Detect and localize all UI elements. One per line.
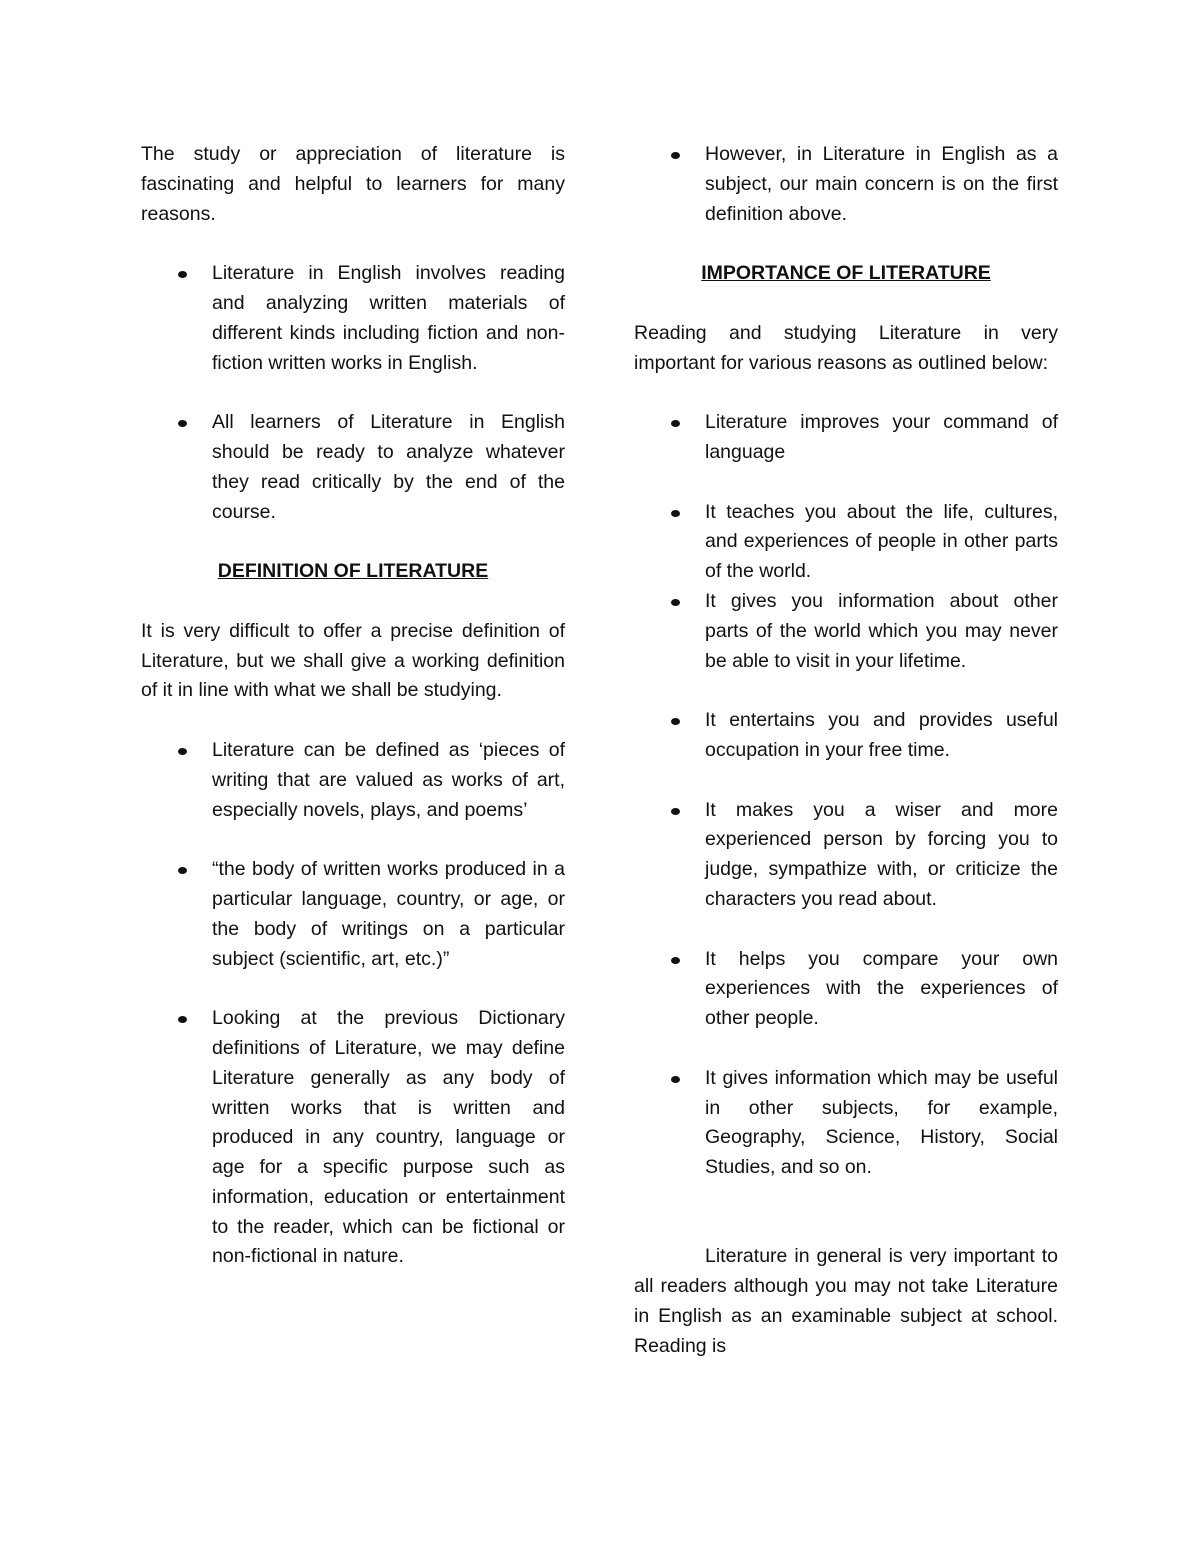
importance-heading: IMPORTANCE OF LITERATURE [701,262,991,285]
list-item: “the body of written works produced in a particular language, country, or age, or the body of writings on a particular subject (scientific, art, etc.)” [212,855,565,974]
importance-bullet-list [634,408,1058,1183]
list-item: It teaches you about the life, cultures, and experiences of people in other parts of the world. [705,498,1058,587]
list-item: Looking at the previous Dictionary definitions of Literature, we may define Literature generally as any body of written works that is written and produced in any country, language or age for a specific purpose such as information, education or entertainment to the reader, which can be fictional or non-fictional in nature. [212,1004,565,1272]
top-bullet-list [634,140,1058,229]
list-item: Literature improves your command of language [705,408,1058,468]
list-item: It entertains you and provides useful occupation in your free time. [705,706,1058,766]
definition-bullet-list [141,736,565,1272]
importance-paragraph: Reading and studying Literature in very important for various reasons as outlined below: [634,321,1058,374]
left-column [141,140,565,1272]
list-item: It gives you information about other parts of the world which you may never be able to visit in your lifetime. [705,587,1058,676]
list-item: However, in Literature in English as a subject, our main concern is on the first definition above. [705,140,1058,229]
list-item: Literature can be defined as ‘pieces of writing that are valued as works of art, especially novels, plays, and poems’ [212,736,565,825]
list-item: It gives information which may be useful in other subjects, for example, Geography, Science, History, Social Studies, and so on. [705,1064,1058,1183]
list-item: All learners of Literature in English should be ready to analyze whatever they read critically by the end of the course. [212,408,565,527]
list-item: It helps you compare your own experiences with the experiences of other people. [705,945,1058,1034]
closing-paragraph: Literature in general is very important to all readers although you may not take Literature in English as an examinable subject at school. Reading is [634,1245,1058,1357]
right-column [634,140,1058,1362]
list-item: It makes you a wiser and more experienced person by forcing you to judge, sympathize with, or criticize the characters you read about. [705,796,1058,915]
definition-heading: DEFINITION OF LITERATURE [217,560,489,583]
intro-paragraph: The study or appreciation of literature is fascinating and helpful to learners for many reasons. [141,143,565,225]
definition-paragraph: It is very difficult to offer a precise definition of Literature, but we shall give a working definition of it in line with what we shall be studying. [141,619,565,702]
list-item: Literature in English involves reading and analyzing written materials of different kinds including fiction and non-fiction written works in English. [212,259,565,378]
intro-bullet-list [141,259,565,527]
